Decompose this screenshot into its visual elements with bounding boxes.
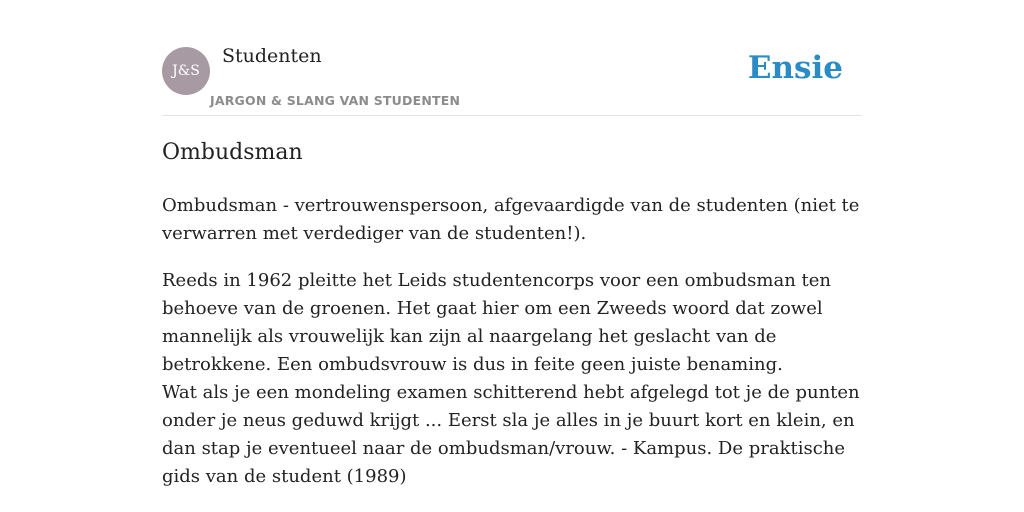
page-container	[162, 0, 862, 512]
entry-definition-paragraph: Ombudsman - vertrouwenspersoon, afgevaardigde van de studenten (niet te verwarren met verdediger van de studenten!).	[162, 195, 860, 244]
entry-quote-paragraph: Wat als je een mondeling examen schitterend hebt afgelegd tot je de punten onder je neus geduwd krijgt ... Eerst sla je alles in je buurt kort en klein, en dan stap je eventueel naar de ombudsman/vrouw. - Kampus. De praktische gids van de student (1989)	[162, 382, 860, 487]
entry-explanation-paragraph: Reeds in 1962 pleitte het Leids studentencorps voor een ombudsman ten behoeve van de groenen. Het gaat hier om een Zweeds woord dat zowel mannelijk als vrouwelijk kan zijn al naargelang het geslacht van de betrokkene. Een ombudsvrouw is dus in feite geen juiste benaming.	[162, 270, 831, 375]
dictionary-avatar[interactable]: J&S	[162, 47, 210, 95]
ensie-logo-link[interactable]: Ensie	[747, 50, 843, 86]
dictionary-subtitle: JARGON & SLANG VAN STUDENTEN	[210, 93, 461, 108]
header-divider	[162, 115, 862, 116]
dictionary-title[interactable]: Studenten	[222, 45, 322, 67]
entry-term-title: Ombudsman	[162, 140, 303, 165]
